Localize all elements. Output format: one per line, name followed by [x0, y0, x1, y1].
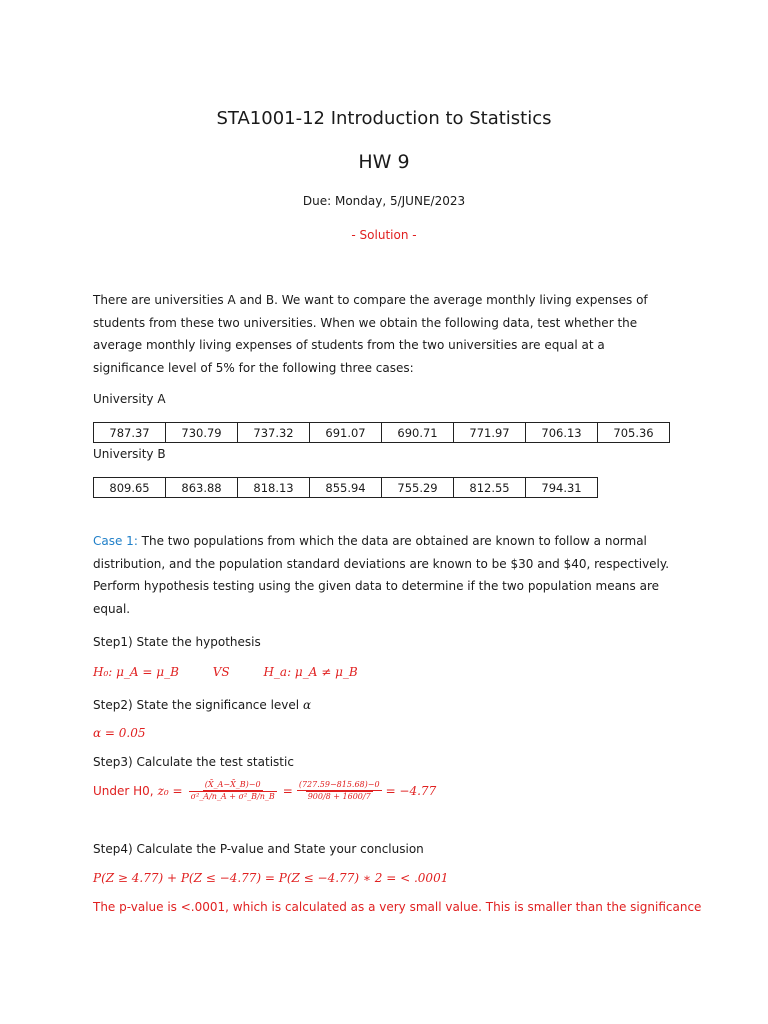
z0-label: z₀ = [157, 784, 183, 798]
table-cell: 730.79 [166, 423, 238, 443]
homework-number: HW 9 [358, 151, 410, 173]
table-cell: 737.32 [238, 423, 310, 443]
table-cell: 787.37 [94, 423, 166, 443]
step-1-heading: Step1) State the hypothesis [93, 635, 261, 649]
solution-label: - Solution - [351, 228, 417, 242]
table-cell: 771.97 [454, 423, 526, 443]
table-row [94, 423, 670, 443]
intro-paragraph: There are universities A and B. We want to compare the average monthly living expenses of students from these two universities. When we obtain the following data, test whether the average monthly living expenses of students from the two universities are equal at a significance level of 5% for the following three cases: [93, 293, 648, 375]
alpha-value: α = 0.05 [93, 726, 146, 740]
due-date: Due: Monday, 5/JUNE/2023 [302, 194, 466, 208]
table-cell: 855.94 [310, 478, 382, 498]
case-1-paragraph [93, 530, 678, 620]
null-hypothesis: H₀: μ_A = μ_B [93, 665, 179, 679]
table-cell: 706.13 [526, 423, 598, 443]
equals-sign: = [282, 784, 293, 798]
values-denominator: 900/8 + 1600/7 [307, 792, 371, 801]
table-cell: 818.13 [238, 478, 310, 498]
table-cell: 809.65 [94, 478, 166, 498]
table-cell: 691.07 [310, 423, 382, 443]
step-3-heading: Step3) Calculate the test statistic [93, 755, 294, 769]
conclusion-text: The p-value is <.0001, which is calculated as a very small value. This is smaller than the significance [93, 900, 702, 914]
test-statistic-line [93, 780, 436, 802]
case-1-text: The two populations from which the data are obtained are known to follow a normal distribution, and the population standard deviations are known to be $30 and $40, respectively. Perform hypothesis testing using the given data to determine if the two population means are equal. [93, 534, 670, 616]
vs-label: VS [212, 665, 230, 679]
test-statistic-values [297, 780, 382, 802]
university-b-label: University B [93, 447, 166, 461]
case-1-label: Case 1: [93, 534, 138, 548]
table-row [94, 478, 598, 498]
test-statistic-result: = −4.77 [385, 784, 437, 798]
alternative-hypothesis: H_a: μ_A ≠ μ_B [263, 665, 358, 679]
step-2-text: Step2) State the significance level [93, 698, 300, 712]
step-4-heading: Step4) Calculate the P-value and State your conclusion [93, 842, 424, 856]
values-numerator: (727.59−815.68)−0 [298, 780, 380, 789]
university-a-table [93, 422, 670, 443]
table-cell: 863.88 [166, 478, 238, 498]
step-2-heading [93, 698, 311, 712]
table-cell: 705.36 [598, 423, 670, 443]
table-cell: 755.29 [382, 478, 454, 498]
university-a-label: University A [93, 392, 166, 406]
university-b-table [93, 477, 598, 498]
alpha-symbol: α [302, 698, 312, 712]
document-title: STA1001-12 Introduction to Statistics [216, 108, 552, 129]
formula-numerator: (X̄_A−X̄_B)−0 [204, 780, 261, 789]
table-cell: 812.55 [454, 478, 526, 498]
hypothesis-line [93, 665, 358, 679]
test-statistic-formula [187, 780, 279, 802]
formula-denominator: σ²_A/n_A + σ²_B/n_B [190, 792, 275, 801]
table-cell: 794.31 [526, 478, 598, 498]
p-value-equation: P(Z ≥ 4.77) + P(Z ≤ −4.77) = P(Z ≤ −4.77) ∗ 2 = < .0001 [93, 871, 449, 885]
under-h0-label: Under H0, [93, 784, 154, 798]
table-cell: 690.71 [382, 423, 454, 443]
